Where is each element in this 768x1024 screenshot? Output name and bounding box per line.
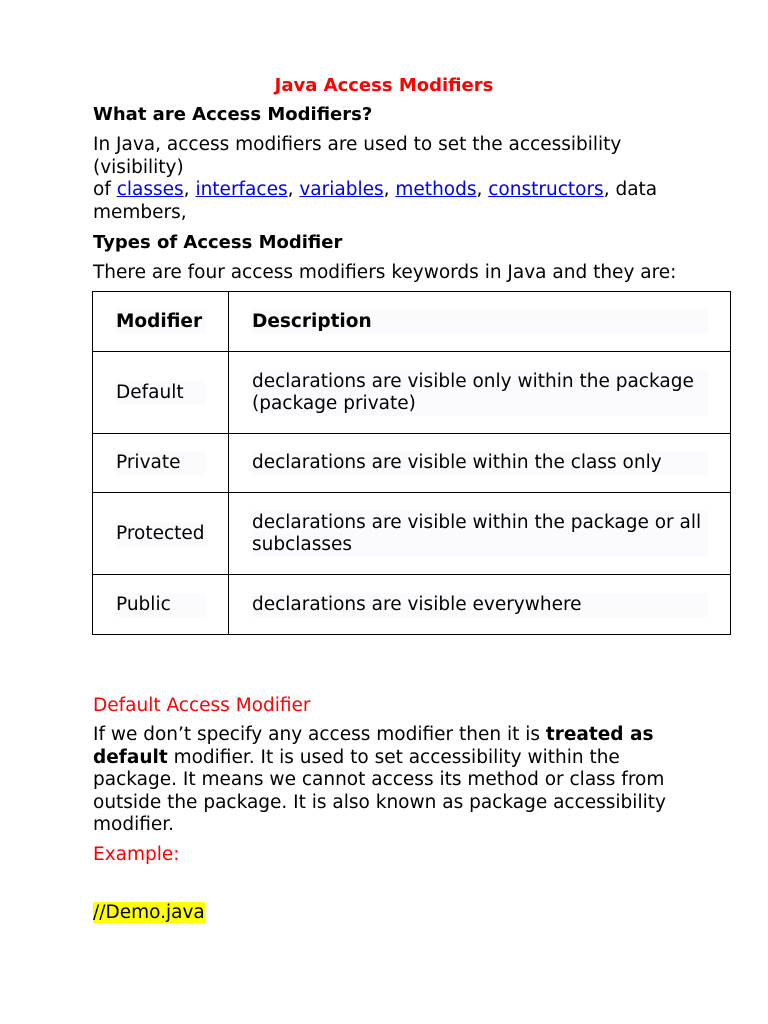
code-example (93, 902, 693, 925)
document-title: Java Access Modifiers (274, 75, 494, 96)
link-constructors[interactable]: constructors (488, 179, 604, 200)
intro-tail: , data (603, 179, 658, 200)
intro-line-3 (93, 179, 693, 202)
types-intro-text: There are four access modifiers keywords in Java and they are: (93, 262, 677, 283)
table-header-cell (93, 292, 229, 352)
link-classes[interactable]: classes (116, 179, 184, 200)
heading-what-are-access-modifiers: What are Access Modifiers? (93, 104, 373, 125)
paragraph-text-after: modifier. It is used to set accessibility within the package. It means we cannot access its method or class from outside the package. It is also known as package accessibility modifier. (93, 746, 666, 835)
link-variables[interactable]: variables (299, 179, 384, 200)
table-cell (93, 434, 229, 493)
example-label: Example: (93, 844, 180, 865)
header-modifier: Modifier (116, 310, 206, 334)
table-cell (229, 352, 731, 434)
table-cell (229, 434, 731, 493)
modifier-default: Default (116, 381, 206, 405)
description-protected: declarations are visible within the package or all subclasses (252, 511, 708, 557)
default-access-modifier-heading: Default Access Modifier (93, 695, 311, 716)
table-cell (229, 575, 731, 635)
access-modifiers-table (92, 291, 731, 635)
description-default: declarations are visible only within the package (package private) (252, 370, 708, 416)
heading-types-of-access-modifier: Types of Access Modifier (93, 232, 343, 253)
modifier-private: Private (116, 451, 206, 475)
description-public: declarations are visible everywhere (252, 593, 708, 617)
table-cell (93, 575, 229, 635)
intro-line-4: members, (93, 201, 187, 223)
link-interfaces[interactable]: interfaces (195, 179, 288, 200)
table-header-row (93, 292, 731, 352)
link-methods[interactable]: methods (395, 179, 477, 200)
header-description: Description (252, 310, 708, 334)
link-separator: , (383, 179, 396, 200)
link-separator: , (183, 179, 196, 200)
intro-line-2: (visibility) (93, 156, 184, 178)
link-separator: , (476, 179, 489, 200)
default-access-modifier-paragraph (93, 724, 673, 837)
table-row (93, 575, 731, 635)
intro-paragraph (93, 134, 693, 224)
description-private: declarations are visible within the class only (252, 451, 708, 475)
table-row (93, 493, 731, 575)
paragraph-text-before: If we don’t specify any access modifier then it is (93, 724, 546, 745)
table-row (93, 352, 731, 434)
table-cell (229, 493, 731, 575)
code-comment-highlighted: //Demo.java (93, 902, 205, 923)
modifier-public: Public (116, 593, 206, 617)
link-separator: , (287, 179, 300, 200)
table-header-cell (229, 292, 731, 352)
paragraph-bold-text: treated as default (93, 724, 654, 768)
table-row (93, 434, 731, 493)
table-cell (93, 352, 229, 434)
intro-of-prefix: of (93, 179, 117, 200)
table-cell (93, 493, 229, 575)
intro-line-1: In Java, access modifiers are used to set the accessibility (93, 134, 622, 155)
modifier-protected: Protected (116, 522, 205, 544)
